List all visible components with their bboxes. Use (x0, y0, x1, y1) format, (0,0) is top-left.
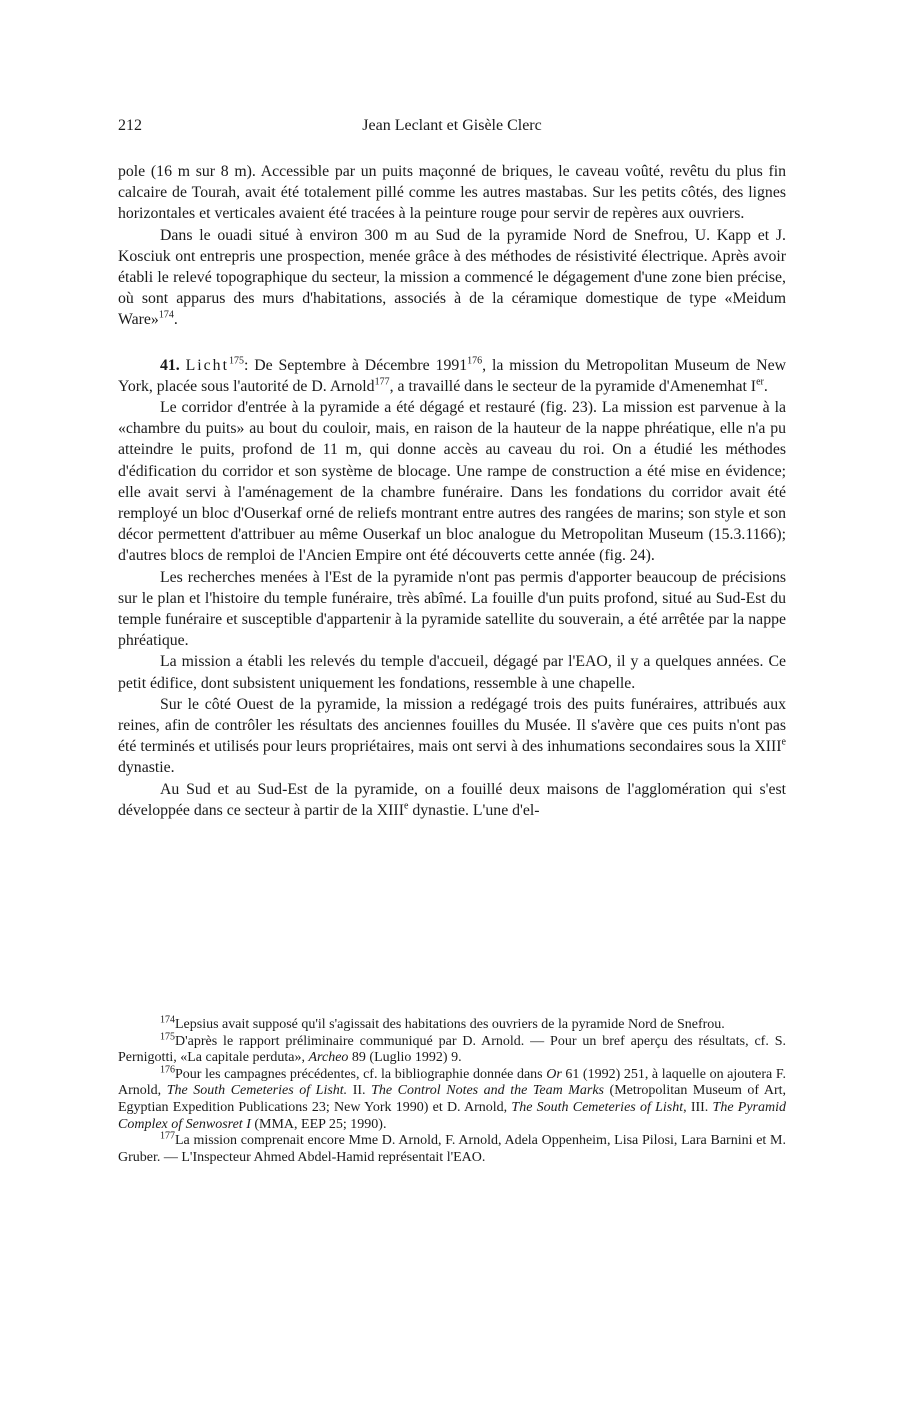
footnote-175: $^{175}$D'après le rapport préliminaire communiqué par D. Arnold. — Pour un bref aperçu des résultats, cf. S. Pernigotti, «La capitale perduta», Archeo 89 (Luglio 1992) 9. (118, 1030, 786, 1066)
paragraph: Le corridor d'entrée à la pyramide a été dégagé et restauré (fig. 23). La mission est parvenue à la «chambre du puits» au bout du couloir, mais, en raison de la hauteur de la nappe phréatique, elle n'a pu atteindre le puits, profond de 11 m, qui donne accès au caveau du roi. On a étudié les méthodes d'édification du corridor et son système de blocage. Une rampe de construction a été mise en évidence; elle avait servi à l'aménagement de la chambre funéraire. Dans les fondations du corridor avait été remployé un bloc d'Ouserkaf orné de reliefs montrant entre autres des rangées de marins; son style et son décor permettent d'attribuer au même Ouserkaf un bloc analogue du Metropolitan Museum (15.3.1166); d'autres blocs de remploi de l'Ancien Empire ont été découverts cette année (fig. 24). (118, 399, 786, 565)
footnote-177: $^{177}$La mission comprenait encore Mme D. Arnold, F. Arnold, Adela Oppenheim, Lisa Pilosi, Lara Barnini et M. Gruber. — L'Inspecteur Ahmed Abdel-Hamid représentait l'EAO. (118, 1130, 786, 1165)
paragraph: La mission a établi les relevés du temple d'accueil, dégagé par l'EAO, il y a quelques années. Ce petit édifice, dont subsistent uniquement les fondations, ressemble à une chapelle. (118, 653, 786, 692)
paragraph: Dans le ouadi situé à environ 300 m au Sud de la pyramide Nord de Snefrou, U. Kapp et J. Kosciuk ont entrepris une prospection, menée grâce à des méthodes de résistivité électrique. Après avoir établi le relevé topographique du secteur, la mission a commencé le dégagement d'une zone bien précise, où sont apparus des murs d'habitations, associés à de la céramique domestique de type «Meidum Ware»$^{174}$. (118, 226, 786, 329)
footnote-ref: 177 (374, 376, 390, 388)
footnote-176: $^{176}$Pour les campagnes précédentes, cf. la bibliographie donnée dans Or 61 (1992) 251, à laquelle on ajoutera F. Arnold, The South Cemeteries of Lisht. II. The Control Notes and the Team Marks (Metropolitan Museum of Art, Egyptian Expedition Publications 23; New York 1990) et D. Arnold, The South Cemeteries of Lisht, III. The Pyramid Complex of Senwosret I (MMA, EEP 25; 1990). (118, 1064, 787, 1132)
running-head: Jean Leclant et Gisèle Clerc (362, 117, 542, 134)
page-number: 212 (118, 117, 142, 134)
footnotes (118, 1014, 787, 1166)
footnote-ref: 175 (228, 355, 244, 367)
footnote-ref: 174 (158, 310, 174, 322)
site-name: Licht (185, 356, 229, 374)
section-number: 41. (160, 356, 180, 374)
page-header (118, 117, 786, 141)
footnote-174: $^{174}$Lepsius avait supposé qu'il s'agissait des habitations des ouvriers de la pyramide Nord de Snefrou. (160, 1014, 725, 1032)
paragraph: Les recherches menées à l'Est de la pyramide n'ont pas permis d'apporter beaucoup de précisions sur le plan et l'histoire du temple funéraire, très abîmé. La fouille d'un puits profond, situé au Sud-Est du temple funéraire et susceptible d'appartenir à la pyramide satellite du souverain, a été arrêtée par la nappe phréatique. (118, 568, 786, 650)
section-41-paragraph: 41. Licht$^{175}$: De Septembre à Décembre 1991$^{176}$, la mission du Metropolitan Museum de New York, placée sous l'autorité de D. Arnold$^{177}$, a travaillé dans le secteur de la pyramide d'Amenemhat Ier. (118, 355, 787, 395)
paragraph: Au Sud et au Sud-Est de la pyramide, on a fouillé deux maisons de l'agglomération qui s'est développée dans ce secteur à partir de la XIIIe dynastie. L'une d'el- (118, 780, 786, 819)
paragraph: Sur le côté Ouest de la pyramide, la mission a redégagé trois des puits funéraires, attribués aux reines, afin de contrôler les résultats des anciennes fouilles du Musée. Il s'avère que ces puits n'ont pas été terminés et utilisés pour leurs propriétaires, mais ont servi à des inhumations secondaires sous la XIIIe dynastie. (118, 695, 786, 777)
body-text (118, 161, 786, 821)
paragraph: pole (16 m sur 8 m). Accessible par un puits maçonné de briques, le caveau voûté, revêtu du plus fin calcaire de Tourah, avait été totalement pillé comme les autres mastabas. Sur les petits côtés, des lignes horizontales et verticales avaient été tracées à la peinture rouge pour servir de repères aux ouvriers. (118, 163, 786, 223)
footnote-ref: 176 (467, 355, 483, 367)
